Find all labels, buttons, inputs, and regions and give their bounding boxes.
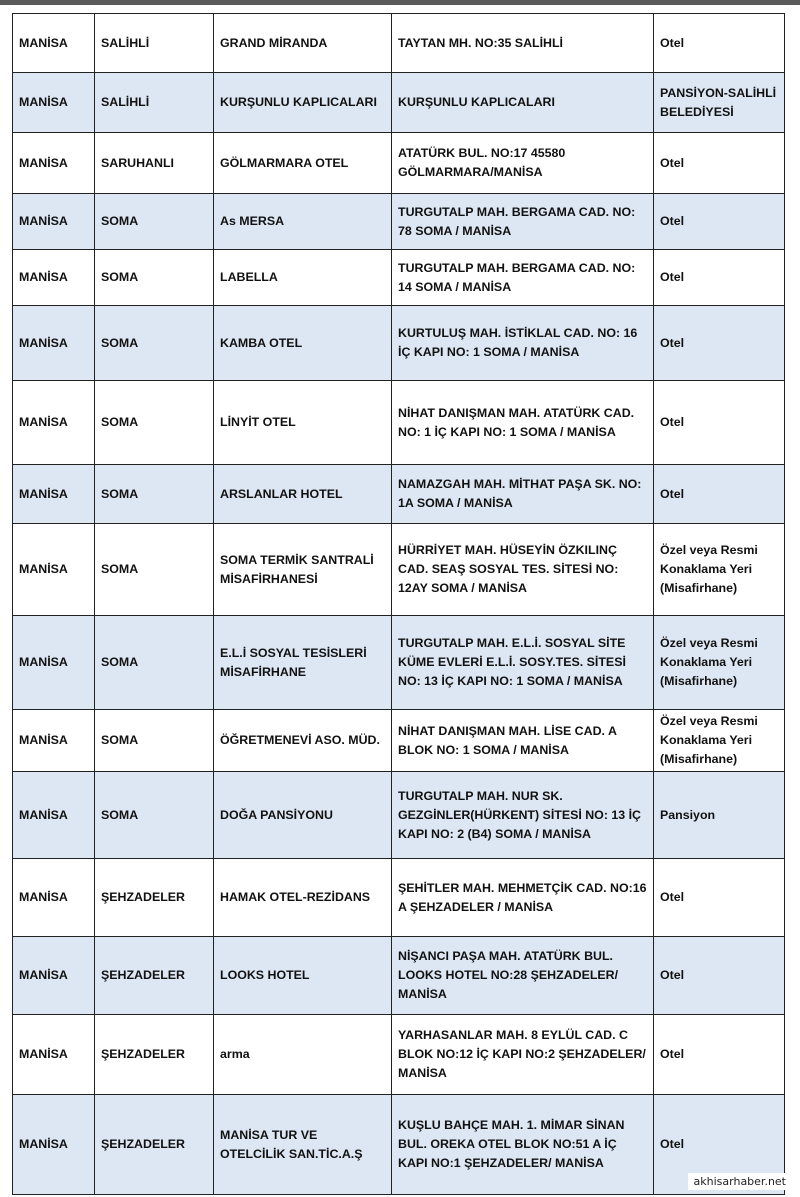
- cell-district: SOMA: [95, 465, 214, 524]
- cell-district: ŞEHZADELER: [95, 1015, 214, 1095]
- cell-city: MANİSA: [13, 1095, 95, 1195]
- cell-address: KURTULUŞ MAH. İSTİKLAL CAD. NO: 16 İÇ KAPI NO: 1 SOMA / MANİSA: [392, 306, 654, 381]
- cell-facility-type: Otel: [654, 250, 785, 306]
- cell-facility-type: Otel: [654, 306, 785, 381]
- cell-address: TURGUTALP MAH. E.L.İ. SOSYAL SİTE KÜME EVLERİ E.L.İ. SOSY.TES. SİTESİ NO: 13 İÇ KAPI NO: 1 SOMA / MANİSA: [392, 616, 654, 710]
- cell-facility-name: arma: [214, 1015, 392, 1095]
- cell-address: NİHAT DANIŞMAN MAH. LİSE CAD. A BLOK NO: 1 SOMA / MANİSA: [392, 710, 654, 772]
- table-row: [13, 1015, 785, 1095]
- cell-address: HÜRRİYET MAH. HÜSEYİN ÖZKILINÇ CAD. SEAŞ SOSYAL TES. SİTESİ NO: 12AY SOMA / MANİSA: [392, 524, 654, 616]
- cell-facility-name: As MERSA: [214, 194, 392, 250]
- cell-address: KUŞLU BAHÇE MAH. 1. MİMAR SİNAN BUL. OREKA OTEL BLOK NO:51 A İÇ KAPI NO:1 ŞEHZADELER/ MANİSA: [392, 1095, 654, 1195]
- cell-facility-name: GRAND MİRANDA: [214, 14, 392, 73]
- table-row: [13, 14, 785, 73]
- cell-facility-type: Otel: [654, 1015, 785, 1095]
- cell-city: MANİSA: [13, 133, 95, 194]
- cell-facility-name: LİNYİT OTEL: [214, 381, 392, 465]
- table-row: [13, 73, 785, 133]
- cell-city: MANİSA: [13, 73, 95, 133]
- cell-address: TURGUTALP MAH. BERGAMA CAD. NO: 78 SOMA / MANİSA: [392, 194, 654, 250]
- cell-facility-name: E.L.İ SOSYAL TESİSLERİ MİSAFİRHANE: [214, 616, 392, 710]
- cell-facility-type: Otel: [654, 381, 785, 465]
- lodging-table: [12, 13, 785, 1195]
- cell-facility-type: Otel: [654, 133, 785, 194]
- table-row: [13, 524, 785, 616]
- cell-facility-name: LABELLA: [214, 250, 392, 306]
- cell-district: SARUHANLI: [95, 133, 214, 194]
- cell-address: NAMAZGAH MAH. MİTHAT PAŞA SK. NO: 1A SOMA / MANİSA: [392, 465, 654, 524]
- cell-facility-type: Pansiyon: [654, 772, 785, 859]
- cell-facility-name: GÖLMARMARA OTEL: [214, 133, 392, 194]
- cell-city: MANİSA: [13, 14, 95, 73]
- cell-facility-type: Özel veya Resmi Konaklama Yeri (Misafirhane): [654, 616, 785, 710]
- cell-district: SOMA: [95, 250, 214, 306]
- cell-address: YARHASANLAR MAH. 8 EYLÜL CAD. C BLOK NO:12 İÇ KAPI NO:2 ŞEHZADELER/ MANİSA: [392, 1015, 654, 1095]
- cell-address: NİHAT DANIŞMAN MAH. ATATÜRK CAD. NO: 1 İÇ KAPI NO: 1 SOMA / MANİSA: [392, 381, 654, 465]
- cell-city: MANİSA: [13, 465, 95, 524]
- cell-city: MANİSA: [13, 524, 95, 616]
- cell-district: ŞEHZADELER: [95, 859, 214, 937]
- cell-district: SOMA: [95, 381, 214, 465]
- cell-facility-type: Otel: [654, 859, 785, 937]
- cell-facility-name: ÖĞRETMENEVİ ASO. MÜD.: [214, 710, 392, 772]
- cell-address: ŞEHİTLER MAH. MEHMETÇİK CAD. NO:16 A ŞEHZADELER / MANİSA: [392, 859, 654, 937]
- table-row: [13, 133, 785, 194]
- cell-district: SOMA: [95, 524, 214, 616]
- table-row: [13, 381, 785, 465]
- table-row: [13, 859, 785, 937]
- table-row: [13, 1095, 785, 1195]
- table-row: [13, 710, 785, 772]
- cell-district: ŞEHZADELER: [95, 937, 214, 1015]
- cell-district: SOMA: [95, 710, 214, 772]
- cell-facility-name: MANİSA TUR VE OTELCİLİK SAN.TİC.A.Ş: [214, 1095, 392, 1195]
- cell-address: TURGUTALP MAH. NUR SK. GEZGİNLER(HÜRKENT) SİTESİ NO: 13 İÇ KAPI NO: 2 (B4) SOMA / MANİSA: [392, 772, 654, 859]
- cell-district: SALİHLİ: [95, 14, 214, 73]
- cell-district: SOMA: [95, 616, 214, 710]
- cell-facility-name: DOĞA PANSİYONU: [214, 772, 392, 859]
- cell-facility-name: HAMAK OTEL-REZİDANS: [214, 859, 392, 937]
- cell-city: MANİSA: [13, 616, 95, 710]
- cell-city: MANİSA: [13, 1015, 95, 1095]
- cell-city: MANİSA: [13, 937, 95, 1015]
- table-row: [13, 250, 785, 306]
- cell-address: ATATÜRK BUL. NO:17 45580 GÖLMARMARA/MANİSA: [392, 133, 654, 194]
- cell-facility-name: ARSLANLAR HOTEL: [214, 465, 392, 524]
- cell-address: NİŞANCI PAŞA MAH. ATATÜRK BUL. LOOKS HOTEL NO:28 ŞEHZADELER/ MANİSA: [392, 937, 654, 1015]
- cell-facility-type: Özel veya Resmi Konaklama Yeri (Misafirhane): [654, 710, 785, 772]
- cell-address: KURŞUNLU KAPLICALARI: [392, 73, 654, 133]
- table-row: [13, 616, 785, 710]
- table-row: [13, 306, 785, 381]
- cell-city: MANİSA: [13, 194, 95, 250]
- cell-facility-name: KAMBA OTEL: [214, 306, 392, 381]
- cell-district: SOMA: [95, 194, 214, 250]
- cell-facility-type: Özel veya Resmi Konaklama Yeri (Misafirhane): [654, 524, 785, 616]
- cell-city: MANİSA: [13, 859, 95, 937]
- cell-facility-type: Otel: [654, 14, 785, 73]
- table-row: [13, 937, 785, 1015]
- cell-district: SALİHLİ: [95, 73, 214, 133]
- cell-city: MANİSA: [13, 710, 95, 772]
- cell-city: MANİSA: [13, 250, 95, 306]
- table-row: [13, 194, 785, 250]
- cell-address: TURGUTALP MAH. BERGAMA CAD. NO: 14 SOMA / MANİSA: [392, 250, 654, 306]
- cell-city: MANİSA: [13, 306, 95, 381]
- cell-facility-type: Otel: [654, 1095, 785, 1195]
- cell-facility-name: SOMA TERMİK SANTRALİ MİSAFİRHANESİ: [214, 524, 392, 616]
- cell-district: SOMA: [95, 772, 214, 859]
- top-border-bar: [0, 0, 800, 5]
- cell-facility-name: LOOKS HOTEL: [214, 937, 392, 1015]
- watermark-text: akhisarhaber.net: [688, 1173, 792, 1190]
- cell-facility-type: Otel: [654, 465, 785, 524]
- cell-address: TAYTAN MH. NO:35 SALİHLİ: [392, 14, 654, 73]
- cell-city: MANİSA: [13, 772, 95, 859]
- cell-facility-type: Otel: [654, 194, 785, 250]
- cell-facility-type: Otel: [654, 937, 785, 1015]
- cell-district: ŞEHZADELER: [95, 1095, 214, 1195]
- cell-city: MANİSA: [13, 381, 95, 465]
- table-row: [13, 772, 785, 859]
- lodging-table-body: [13, 14, 785, 1195]
- cell-district: SOMA: [95, 306, 214, 381]
- cell-facility-name: KURŞUNLU KAPLICALARI: [214, 73, 392, 133]
- cell-facility-type: PANSİYON-SALİHLİ BELEDİYESİ: [654, 73, 785, 133]
- table-row: [13, 465, 785, 524]
